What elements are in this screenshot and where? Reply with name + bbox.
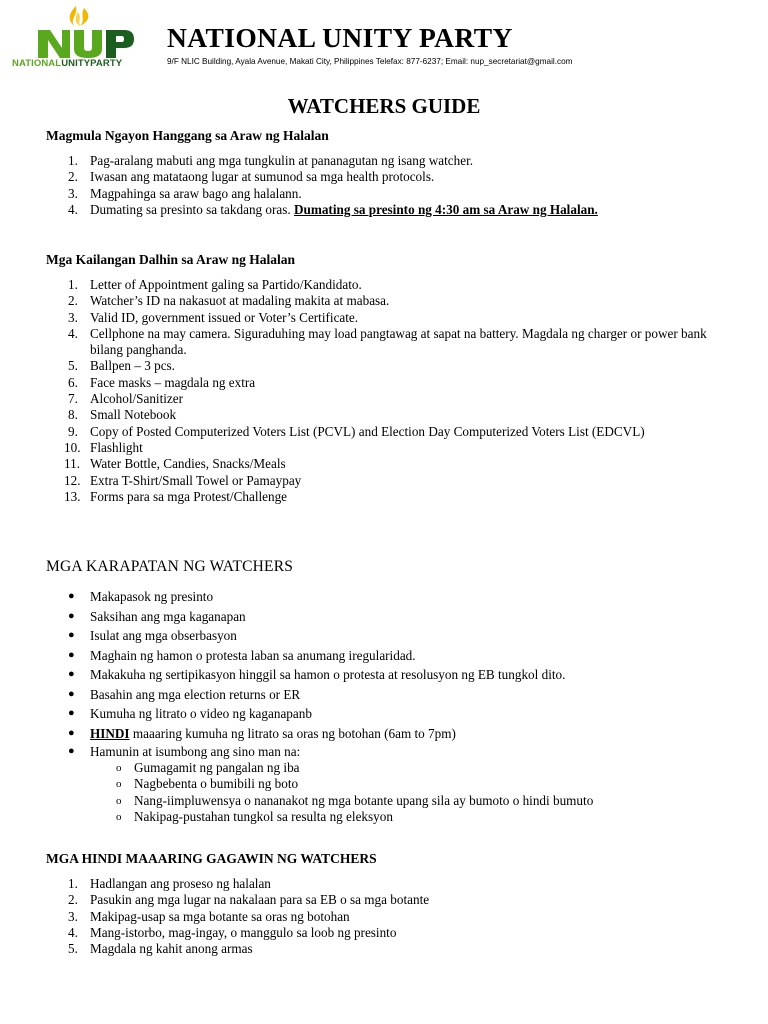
item-text: Face masks – magdala ng extra: [90, 374, 256, 390]
item-number: 3.: [68, 185, 78, 201]
item-text: Forms para sa mga Protest/Challenge: [90, 488, 288, 504]
section4-list: [46, 876, 726, 957]
item-text: Cellphone na may camera. Siguraduhing may load pangtawag at sapat na battery. Magdala ng charger or power bank bilang panghanda.: [90, 325, 707, 358]
item-number: 5.: [68, 358, 78, 374]
bullet-icon: ●: [68, 707, 75, 719]
item-text: Pasukin ang mga lugar na nakalaan para sa EB o sa mga botante: [90, 892, 430, 908]
item-number: 3.: [68, 908, 78, 924]
item-text: Water Bottle, Candies, Snacks/Meals: [90, 456, 286, 472]
sub-list-item: [90, 776, 726, 792]
item-number: 4.: [68, 325, 78, 341]
section1-heading: Magmula Ngayon Hanggang sa Araw ng Halalan: [46, 128, 329, 143]
item-text: Makapasok ng presinto: [90, 589, 214, 604]
hindi-emphasis: HINDI: [90, 725, 130, 741]
bullet-icon: ●: [68, 745, 75, 757]
document-title: WATCHERS GUIDE: [287, 94, 481, 118]
item-text: Mang-istorbo, mag-ingay, o manggulo sa loob ng presinto: [90, 924, 397, 940]
item-text: Isulat ang mga obserbasyon: [90, 628, 237, 643]
item-text: Small Notebook: [90, 407, 177, 423]
item-text: Makakuha ng sertipikasyon hinggil sa hamon o protesta at resolusyon ng EB tungkol dito.: [90, 667, 566, 682]
list-item: [46, 440, 726, 456]
item-number: 3.: [68, 309, 78, 325]
list-item: [46, 358, 726, 374]
section2-heading: Mga Kailangan Dalhin sa Araw ng Halalan: [46, 252, 296, 267]
list-item: [46, 310, 726, 326]
item-text: Watcher’s ID na nakasuot at madaling makita at mabasa.: [90, 293, 390, 309]
item-text: Copy of Posted Computerized Voters List (PCVL) and Election Day Computerized Voters List (EDCVL): [90, 423, 645, 439]
logo-caption: [12, 58, 162, 69]
item-number: 4.: [68, 201, 78, 217]
item-text: Magdala ng kahit anong armas: [90, 941, 253, 957]
bullet-icon: ●: [68, 726, 75, 739]
item-number: 1.: [68, 876, 78, 891]
item-number: 12.: [64, 472, 81, 488]
sub-item-text: Nang-iimpluwensya o nananakot ng mga botante upang sila ay bumoto o hindi bumuto: [134, 792, 594, 808]
section3-heading: MGA KARAPATAN NG WATCHERS: [46, 558, 294, 575]
list-item: [46, 909, 726, 925]
item-number: 11.: [64, 456, 80, 472]
bullet-icon: ●: [68, 687, 75, 700]
list-item: [46, 607, 726, 627]
bullet-icon: ●: [68, 629, 75, 641]
item-text: Extra T-Shirt/Small Towel or Pamaypay: [90, 472, 302, 488]
item-text: Magpahinga sa araw bago ang halalann.: [90, 185, 302, 201]
item-text: Makipag-usap sa mga botante sa oras ng botohan: [90, 908, 350, 924]
list-item: [46, 277, 726, 293]
section1-list: [46, 153, 726, 218]
sub-list-item: [90, 809, 726, 825]
party-address: 9/F NLIC Building, Ayala Avenue, Makati City, Philippines Telefax: 877-6237; Email: nup_secretariat@gmail.com: [167, 57, 573, 66]
list-item: [46, 646, 726, 666]
list-item: [46, 375, 726, 391]
list-item: [46, 169, 726, 185]
section3-list: [46, 587, 726, 825]
item-number: 9.: [68, 423, 78, 439]
list-item: [46, 407, 726, 423]
list-item: [46, 391, 726, 407]
list-item: [46, 326, 726, 359]
item-text: Hamunin at isumbong ang sino man na:: [90, 744, 301, 759]
list-item: [46, 626, 726, 646]
item-text: Valid ID, government issued or Voter’s Certificate.: [90, 309, 359, 325]
item-number: 13.: [64, 488, 81, 504]
sub-item-text: Nagbebenta o bumibili ng boto: [134, 776, 299, 792]
party-name: NATIONAL UNITY PARTY: [167, 22, 513, 53]
list-item: [46, 724, 726, 744]
list-item: [46, 424, 726, 440]
item-number: 1.: [68, 277, 78, 292]
arrival-time-emphasis: Dumating sa presinto ng 4:30 am sa Araw ng Halalan.: [294, 201, 598, 217]
bullet-icon: ●: [68, 590, 75, 602]
list-item: [46, 704, 726, 724]
list-item: [46, 876, 726, 892]
item-text: Maghain ng hamon o protesta laban sa anumang iregularidad.: [90, 647, 416, 663]
logo-caption-part1: NATIONAL: [12, 58, 62, 69]
item-number: 2.: [68, 169, 78, 185]
item-number: 7.: [68, 391, 78, 407]
sub-list-item: [90, 760, 726, 776]
item-number: 2.: [68, 892, 78, 908]
item-number: 5.: [68, 941, 78, 957]
item-number: 10.: [64, 439, 81, 455]
item-text: Flashlight: [90, 439, 143, 455]
list-item: [46, 587, 726, 607]
section2-list: [46, 277, 726, 505]
circle-bullet-icon: o: [116, 810, 122, 823]
circle-bullet-icon: o: [116, 794, 122, 807]
item-text: Pag-aralang mabuti ang mga tungkulin at pananagutan ng isang watcher.: [90, 153, 474, 168]
item-number: 6.: [68, 374, 78, 390]
list-item: [46, 456, 726, 472]
bullet-icon: ●: [68, 609, 75, 622]
sub-item-text: Nakipag-pustahan tungkol sa resulta ng eleksyon: [134, 808, 393, 824]
item-text: Basahin ang mga election returns or ER: [90, 686, 301, 702]
list-item: [46, 293, 726, 309]
list-item: [46, 892, 726, 908]
item-text: Saksihan ang mga kaganapan: [90, 608, 246, 624]
item-number: 4.: [68, 924, 78, 940]
sub-item-text: Gumagamit ng pangalan ng iba: [134, 760, 300, 775]
item-text: Iwasan ang matataong lugar at sumunod sa mga health protocols.: [90, 169, 435, 185]
item-text: Letter of Appointment galing sa Partido/Kandidato.: [90, 277, 362, 292]
bullet-icon: ●: [68, 668, 75, 680]
list-item: [46, 202, 726, 218]
item-text: Dumating sa presinto sa takdang oras.: [90, 201, 294, 217]
section4-heading: MGA HINDI MAAARING GAGAWIN NG WATCHERS: [46, 851, 377, 866]
item-text: Hadlangan ang proseso ng halalan: [90, 876, 271, 891]
list-item: [46, 489, 726, 505]
list-item: [46, 473, 726, 489]
list-item: [46, 743, 726, 825]
list-item: [46, 941, 726, 957]
item-text: maaaring kumuha ng litrato sa oras ng botohan (6am to 7pm): [129, 725, 456, 741]
item-number: 1.: [68, 153, 78, 168]
list-item: [46, 665, 726, 685]
sub-list: [90, 760, 726, 825]
list-item: [46, 685, 726, 705]
item-text: Kumuha ng litrato o video ng kaganapanb: [90, 706, 312, 721]
logo-caption-part2: UNITYPARTY: [61, 58, 123, 69]
sub-list-item: [90, 793, 726, 809]
list-item: [46, 925, 726, 941]
item-text: Alcohol/Sanitizer: [90, 391, 184, 407]
item-number: 2.: [68, 293, 78, 309]
bullet-icon: ●: [68, 648, 75, 661]
circle-bullet-icon: o: [116, 778, 122, 791]
list-item: [46, 186, 726, 202]
circle-bullet-icon: o: [116, 762, 122, 774]
list-item: [46, 153, 726, 169]
item-number: 8.: [68, 407, 78, 423]
item-text: Ballpen – 3 pcs.: [90, 358, 175, 374]
